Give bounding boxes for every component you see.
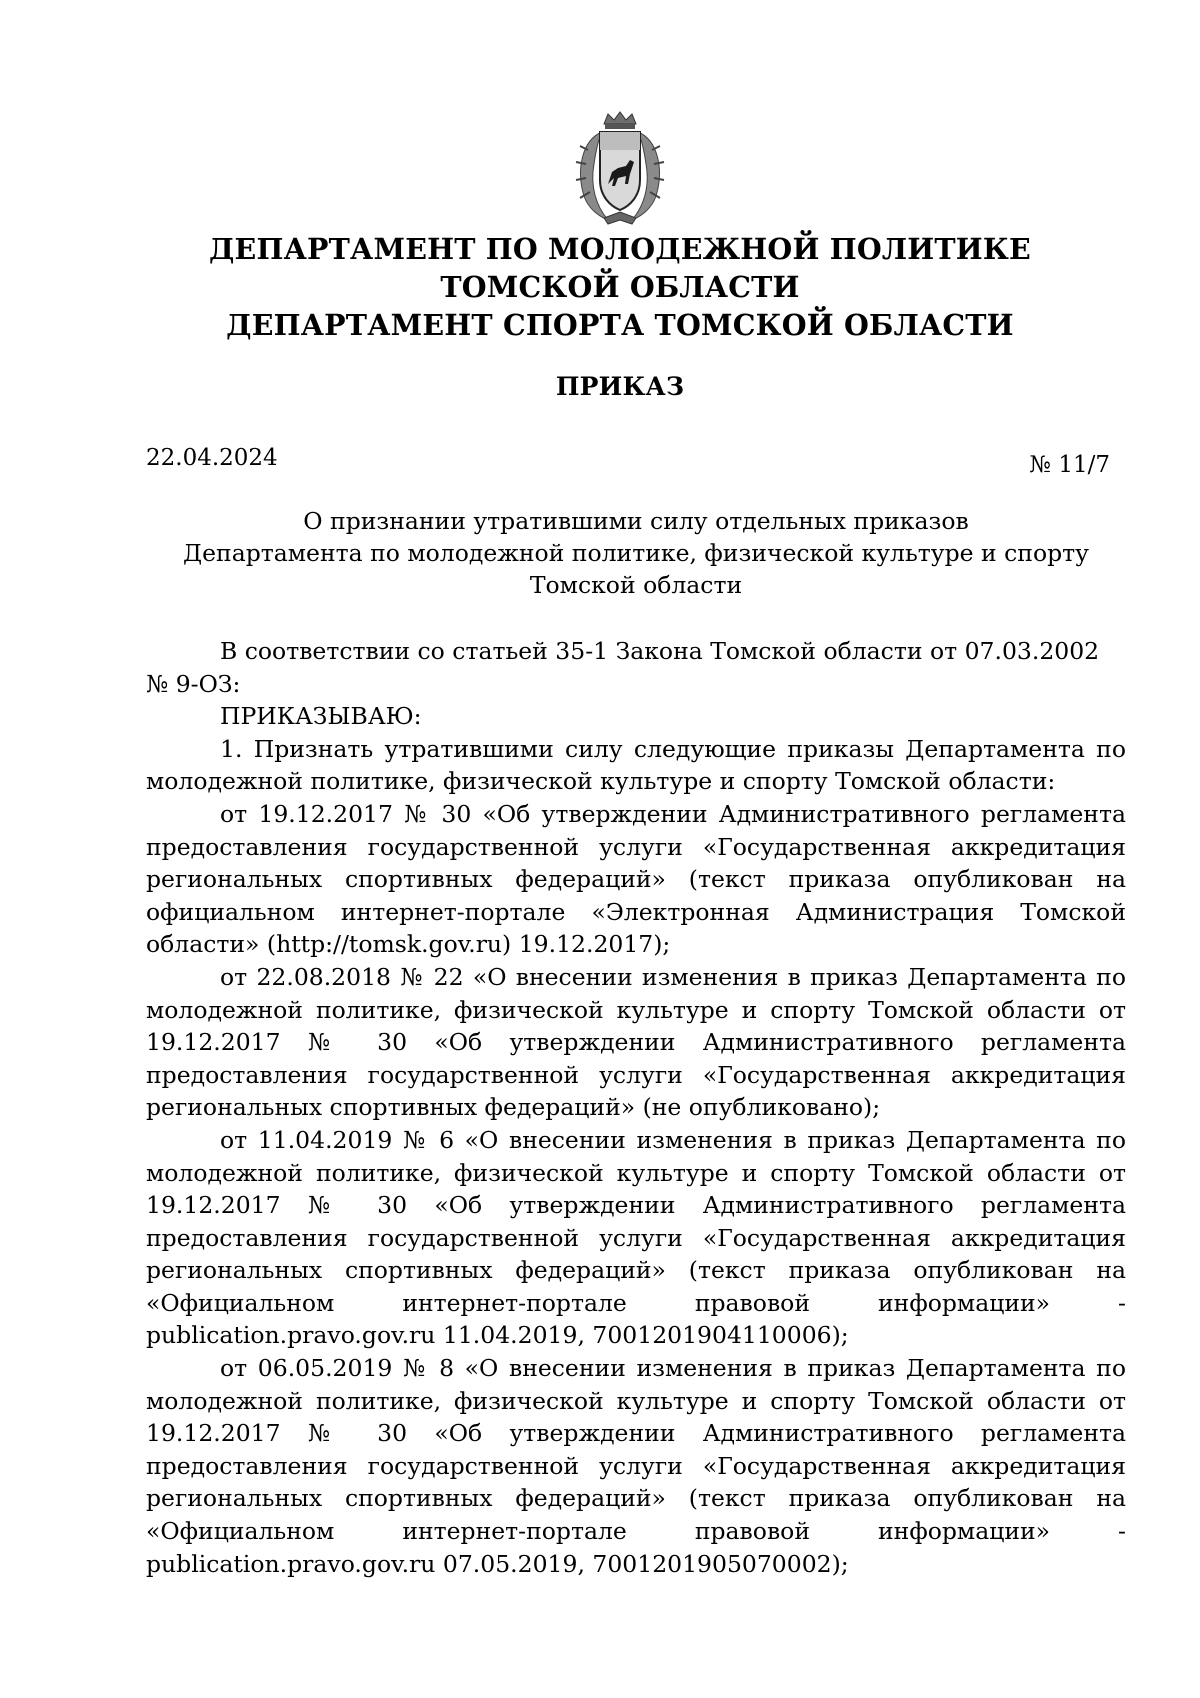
- repealed-order-1: от 19.12.2017 № 30 «Об утверждении Административного регламента предоставления государственной услуги «Государственная аккредитация региональных спортивных федераций» (текст приказа опубликован на официальном интернет-портале «Электронная Администрация Томской области» (http://tomsk.gov.ru) 19.12.2017);: [146, 799, 1126, 959]
- subject-line-3: Томской области: [529, 571, 743, 599]
- coat-of-arms-emblem: [568, 110, 672, 228]
- document-body: [146, 635, 1126, 1580]
- department-name-line-2: ТОМСКОЙ ОБЛАСТИ: [440, 270, 800, 304]
- legal-basis-continuation: № 9-ОЗ:: [146, 669, 241, 698]
- repealed-order-3: от 11.04.2019 № 6 «О внесении изменения в приказ Департамента по молодежной политике, физической культуре и спорту Томской области от 19.12.2017 № 30 «Об утверждении Административного регламента предоставления государственной услуги «Государственная аккредитация региональных спортивных федераций» (текст приказа опубликован на «Официальном интернет-портале правовой информации» - publication.pravo.gov.ru 11.04.2019, 7001201904110006);: [146, 1125, 1126, 1350]
- document-number: № 11/7: [1029, 452, 1110, 478]
- document-type-title: ПРИКАЗ: [555, 372, 685, 401]
- subject-line-1: О признании утратившими силу отдельных приказов: [303, 507, 969, 535]
- department-name-line-3: ДЕПАРТАМЕНТ СПОРТА ТОМСКОЙ ОБЛАСТИ: [226, 308, 1014, 342]
- repealed-order-4: от 06.05.2019 № 8 «О внесении изменения в приказ Департамента по молодежной политике, физической культуре и спорту Томской области от 19.12.2017 № 30 «Об утверждении Административного регламента предоставления государственной услуги «Государственная аккредитация региональных спортивных федераций» (текст приказа опубликован на «Официальном интернет-портале правовой информации» - publication.pravo.gov.ru 07.05.2019, 7001201905070002);: [146, 1354, 1126, 1578]
- item-1-paragraph: 1. Признать утратившими силу следующие приказы Департамента по молодежной политике, физической культуре и спорту Томской области:: [146, 734, 1126, 796]
- repealed-order-2: от 22.08.2018 № 22 «О внесении изменения в приказ Департамента по молодежной политике, физической культуре и спорту Томской области от 19.12.2017 № 30 «Об утверждении Административного регламента предоставления государственной услуги «Государственная аккредитация региональных спортивных федераций» (не опубликовано);: [146, 962, 1126, 1122]
- command-word: ПРИКАЗЫВАЮ:: [220, 702, 422, 731]
- legal-basis-paragraph: В соответствии со статьей 35-1 Закона Томской области от 07.03.2002: [220, 637, 1100, 665]
- document-subject: [146, 505, 1126, 601]
- department-name-line-1: ДЕПАРТАМЕНТ ПО МОЛОДЕЖНОЙ ПОЛИТИКЕ: [209, 232, 1031, 266]
- subject-line-2: Департамента по молодежной политике, физической культуре и спорту: [183, 539, 1089, 567]
- document-date: 22.04.2024: [146, 445, 278, 471]
